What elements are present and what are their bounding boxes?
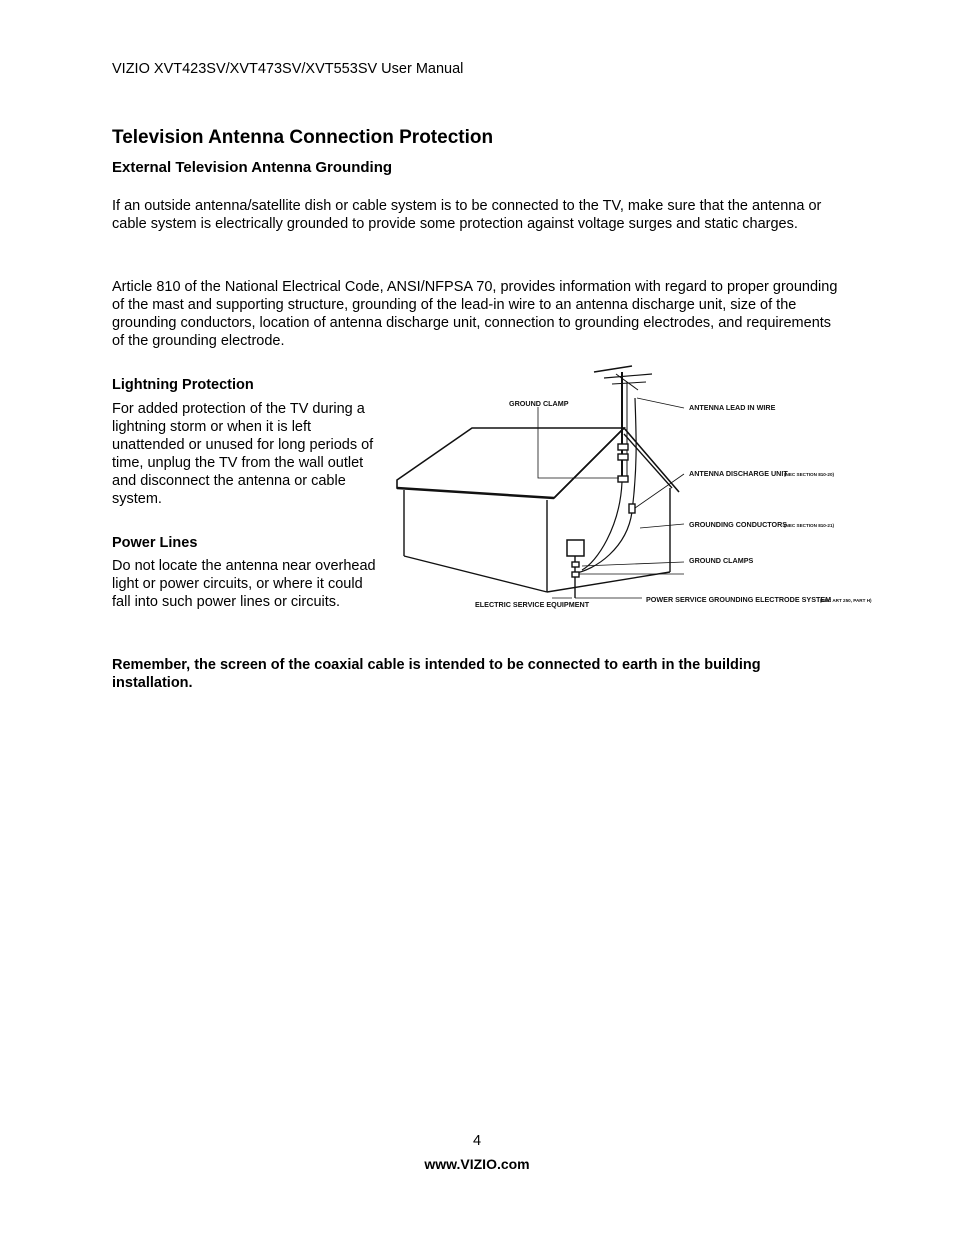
lightning-text: For added protection of the TV during a lightning storm or when it is left unattended or unused for long periods of time, unplug the TV from the wall outlet and disconnect the antenna or cable system. — [112, 401, 374, 507]
label-power-service-ref: (NEC ART 250, PART H) — [820, 598, 872, 603]
antenna-grounding-diagram — [392, 362, 892, 617]
paragraph-grounding: If an outside antenna/satellite dish or cable system is to be connected to the TV, make sure that the antenna or cable system is electrically grounded to provide some protection against voltage surges and static charges. — [112, 198, 822, 232]
page-number: 4 — [472, 1133, 482, 1149]
label-ground-clamps: GROUND CLAMPS — [689, 556, 754, 565]
label-antenna-lead: ANTENNA LEAD IN WIRE — [689, 403, 776, 412]
label-power-service: POWER SERVICE GROUNDING ELECTRODE SYSTEM — [646, 595, 832, 604]
power-lines-heading: Power Lines — [112, 535, 198, 551]
website-link[interactable]: www.VIZIO.com — [424, 1156, 530, 1172]
lightning-heading: Lightning Protection — [112, 377, 254, 393]
label-electric-service: ELECTRIC SERVICE EQUIPMENT — [475, 600, 590, 609]
label-discharge-ref: (NEC SECTION 810-20) — [784, 472, 835, 477]
power-lines-text: Do not locate the antenna near overhead light or power circuits, or where it could fall into such power lines or circuits. — [112, 558, 376, 610]
label-grounding-conductors: GROUNDING CONDUCTORS — [689, 520, 788, 529]
paragraph-article-810: Article 810 of the National Electrical Code, ANSI/NFPSA 70, provides information with regard to proper grounding of the mast and supporting structure, grounding of the lead-in wire to an antenna discharge unit, size of the grounding conductors, location of antenna discharge unit, connection to grounding electrodes, and requirements of the grounding electrode. — [112, 279, 838, 349]
manual-title: VIZIO XVT423SV/XVT473SV/XVT553SV User Manual — [112, 61, 464, 77]
remember-note: Remember, the screen of the coaxial cable is intended to be connected to earth in the building installation. — [112, 657, 761, 691]
section-subtitle: External Television Antenna Grounding — [112, 159, 393, 176]
label-discharge-unit: ANTENNA DISCHARGE UNIT — [689, 469, 788, 478]
label-grounding-conductors-ref: (NEC SECTION 810-21) — [784, 523, 835, 528]
label-ground-clamp: GROUND CLAMP — [509, 399, 569, 408]
section-title: Television Antenna Connection Protection — [112, 127, 494, 148]
